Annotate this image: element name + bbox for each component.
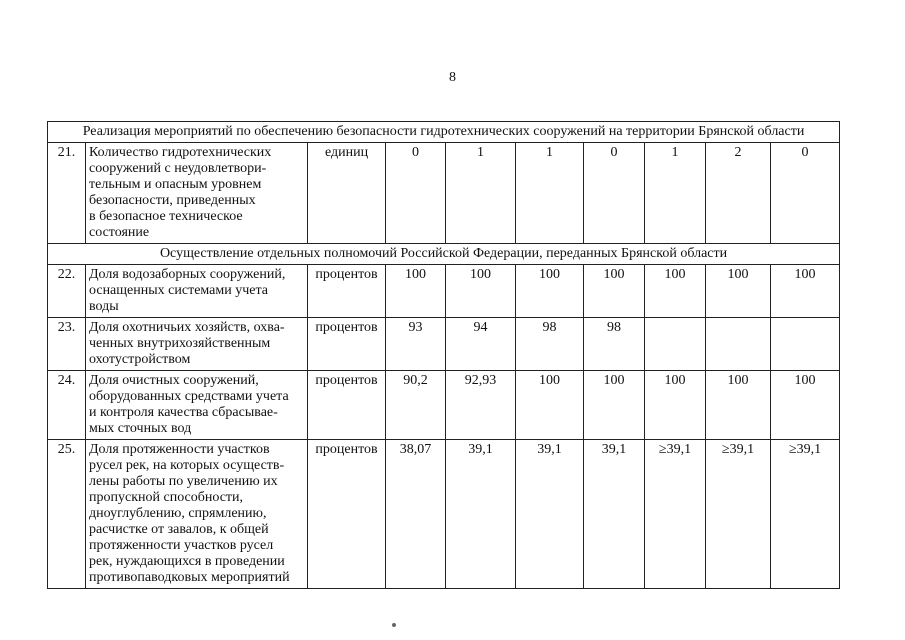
value-cell <box>706 318 771 371</box>
value-cell: 92,93 <box>446 371 516 440</box>
indicators-table <box>47 121 840 589</box>
table-row <box>48 318 840 371</box>
value-cell: 90,2 <box>386 371 446 440</box>
indicator-name <box>86 143 308 244</box>
indicator-name-line: Доля охотничьих хозяйств, охва- <box>89 320 285 335</box>
indicator-name-line: воды <box>89 299 119 314</box>
value-cell: 93 <box>386 318 446 371</box>
indicator-name-line: тельным и опасным уровнем <box>89 177 262 192</box>
indicator-name <box>86 440 308 589</box>
value-cell: 100 <box>584 371 645 440</box>
section-row-powers <box>48 244 840 265</box>
value-cell: 100 <box>645 265 706 318</box>
indicator-name-line: охотустройством <box>89 352 191 367</box>
value-cell: ≥39,1 <box>706 440 771 589</box>
value-cell: 100 <box>771 265 840 318</box>
indicator-name-line: ченных внутрихозяйственным <box>89 336 271 351</box>
value-cell: 39,1 <box>516 440 584 589</box>
indicator-name-line: Доля протяженности участков <box>89 442 270 457</box>
indicator-name-line: Доля очистных сооружений, <box>89 373 259 388</box>
unit-cell: единиц <box>308 143 386 244</box>
indicator-name <box>86 318 308 371</box>
value-cell <box>771 318 840 371</box>
indicator-name-line: дноуглублению, спрямлению, <box>89 506 267 521</box>
section-row-safety <box>48 122 840 143</box>
indicator-name-line: пропускной способности, <box>89 490 244 505</box>
indicator-name-line: расчистке от завалов, к общей <box>89 522 269 537</box>
value-cell: 39,1 <box>446 440 516 589</box>
table-row <box>48 265 840 318</box>
indicator-name-line: русел рек, на которых осуществ- <box>89 458 285 473</box>
value-cell: 94 <box>446 318 516 371</box>
indicator-name-line: оснащенных системами учета <box>89 283 268 298</box>
value-cell: 1 <box>645 143 706 244</box>
indicator-name-line: рек, нуждающихся в проведении <box>89 554 285 569</box>
value-cell: 39,1 <box>584 440 645 589</box>
indicator-name-line: и контроля качества сбрасывае- <box>89 405 278 420</box>
unit-cell: процентов <box>308 265 386 318</box>
table-row <box>48 143 840 244</box>
indicator-name-line: противопаводковых мероприятий <box>89 570 290 585</box>
indicator-name-line: Доля водозаборных сооружений, <box>89 267 286 282</box>
page-number: 8 <box>449 70 456 85</box>
indicator-name-line: протяженности участков русел <box>89 538 274 553</box>
indicator-name-line: в безопасное техническое <box>89 209 243 224</box>
row-number: 24. <box>48 371 86 440</box>
indicator-name-line: Количество гидротехнических <box>89 145 272 160</box>
indicator-name-line: лены работы по увеличению их <box>89 474 278 489</box>
row-number: 23. <box>48 318 86 371</box>
value-cell: 100 <box>645 371 706 440</box>
indicator-name-line: безопасности, приведенных <box>89 193 256 208</box>
row-number: 22. <box>48 265 86 318</box>
unit-cell: процентов <box>308 318 386 371</box>
value-cell: ≥39,1 <box>771 440 840 589</box>
indicator-name <box>86 371 308 440</box>
value-cell: 100 <box>706 265 771 318</box>
value-cell: 100 <box>584 265 645 318</box>
unit-cell: процентов <box>308 440 386 589</box>
section-title: Реализация мероприятий по обеспечению безопасности гидротехнических сооружений на территории Брянской области <box>48 122 840 143</box>
unit-cell: процентов <box>308 371 386 440</box>
value-cell: ≥39,1 <box>645 440 706 589</box>
indicator-name-line: состояние <box>89 225 150 240</box>
table-row <box>48 440 840 589</box>
table-row <box>48 371 840 440</box>
indicator-name-line: сооружений с неудовлетвори- <box>89 161 267 176</box>
value-cell: 1 <box>516 143 584 244</box>
section-title: Осуществление отдельных полномочий Российской Федерации, переданных Брянской области <box>48 244 840 265</box>
indicator-name-line: мых сточных вод <box>89 421 192 436</box>
value-cell: 98 <box>516 318 584 371</box>
row-number: 21. <box>48 143 86 244</box>
scan-speck <box>392 623 396 627</box>
value-cell: 100 <box>446 265 516 318</box>
value-cell: 100 <box>771 371 840 440</box>
row-number: 25. <box>48 440 86 589</box>
value-cell: 100 <box>516 371 584 440</box>
indicator-name-line: оборудованных средствами учета <box>89 389 289 404</box>
value-cell: 1 <box>446 143 516 244</box>
value-cell: 98 <box>584 318 645 371</box>
value-cell: 2 <box>706 143 771 244</box>
value-cell: 100 <box>516 265 584 318</box>
value-cell: 100 <box>386 265 446 318</box>
value-cell <box>645 318 706 371</box>
value-cell: 0 <box>584 143 645 244</box>
value-cell: 0 <box>771 143 840 244</box>
value-cell: 38,07 <box>386 440 446 589</box>
indicator-name <box>86 265 308 318</box>
value-cell: 100 <box>706 371 771 440</box>
value-cell: 0 <box>386 143 446 244</box>
